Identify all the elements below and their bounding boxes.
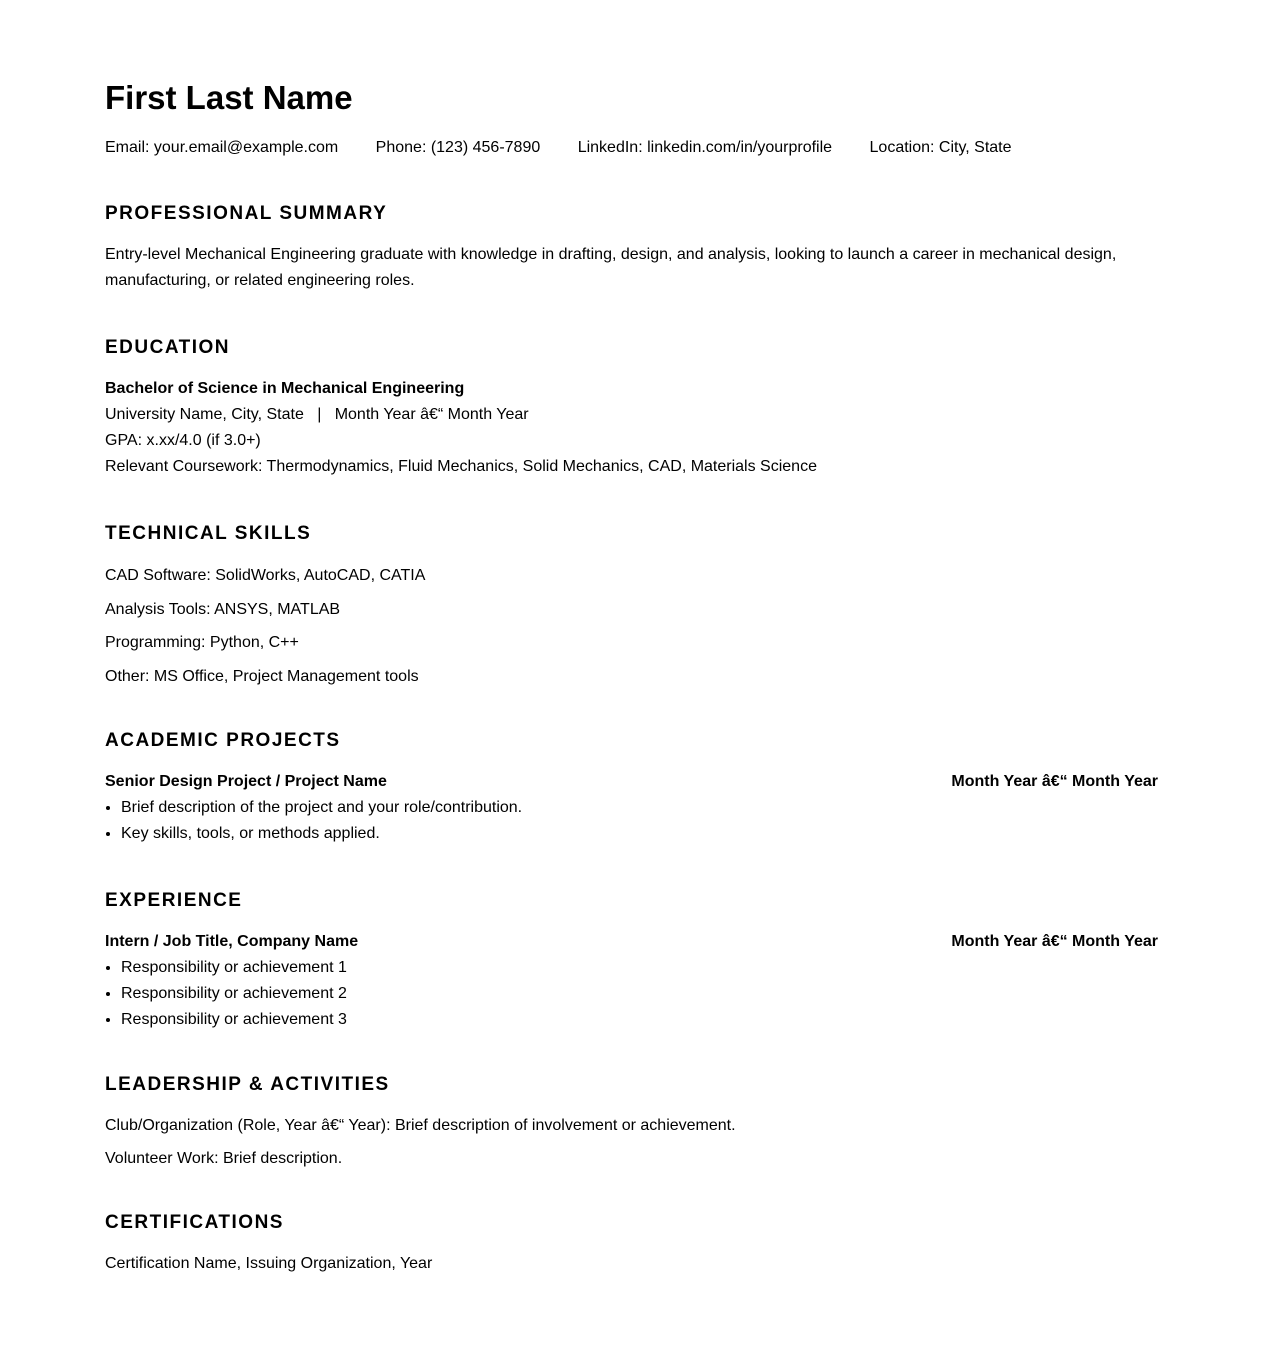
coursework-line: Relevant Coursework: Thermodynamics, Fluid Mechanics, Solid Mechanics, CAD, Materials Science bbox=[105, 458, 817, 475]
degree-title: Bachelor of Science in Mechanical Engineering bbox=[105, 380, 465, 397]
summary-heading: PROFESSIONAL SUMMARY bbox=[105, 203, 388, 224]
education-section bbox=[105, 336, 1158, 480]
skill-item: Analysis Tools: ANSYS, MATLAB bbox=[105, 600, 341, 618]
certifications-heading: CERTIFICATIONS bbox=[105, 1212, 284, 1233]
certification-item: Certification Name, Issuing Organization, Year bbox=[105, 1255, 433, 1272]
experience-role: Intern / Job Title, Company Name bbox=[105, 933, 359, 950]
contact-phone: Phone: (123) 456-7890 bbox=[375, 139, 541, 156]
leadership-item: Club/Organization (Role, Year â€“ Year): Brief description of involvement or achievement. bbox=[105, 1117, 736, 1134]
list-item: • Key skills, tools, or methods applied. bbox=[121, 821, 1158, 847]
experience-header bbox=[105, 929, 1158, 955]
leadership-section bbox=[105, 1073, 1158, 1175]
certifications-section bbox=[105, 1211, 1158, 1277]
experience-bullets bbox=[105, 955, 1158, 1033]
leadership-item: Volunteer Work: Brief description. bbox=[105, 1150, 343, 1167]
list-item: • Responsibility or achievement 3 bbox=[121, 1007, 1158, 1033]
gpa-line: GPA: x.xx/4.0 (if 3.0+) bbox=[105, 432, 261, 449]
skill-item: CAD Software: SolidWorks, AutoCAD, CATIA bbox=[105, 567, 426, 584]
leadership-heading: LEADERSHIP & ACTIVITIES bbox=[105, 1074, 390, 1095]
projects-section bbox=[105, 729, 1158, 847]
contact-linkedin: LinkedIn: linkedin.com/in/yourprofile bbox=[577, 139, 833, 156]
project-dates: Month Year â€“ Month Year bbox=[951, 773, 1158, 790]
contact-line bbox=[105, 136, 1158, 160]
list-item: • Brief description of the project and your role/contribution. bbox=[121, 795, 1158, 821]
summary-section bbox=[105, 202, 1158, 294]
experience-dates: Month Year â€“ Month Year bbox=[951, 933, 1158, 950]
experience-section bbox=[105, 889, 1158, 1033]
skills-heading: TECHNICAL SKILLS bbox=[105, 523, 312, 544]
project-header bbox=[105, 769, 1158, 795]
project-name: Senior Design Project / Project Name bbox=[105, 773, 387, 790]
contact-location: Location: City, State bbox=[869, 139, 1012, 156]
experience-heading: EXPERIENCE bbox=[105, 890, 243, 911]
contact-email: Email: your.email@example.com bbox=[105, 139, 339, 156]
school-line: University Name, City, State | Month Year â€“ Month Year bbox=[105, 406, 529, 423]
skill-item: Other: MS Office, Project Management tools bbox=[105, 667, 419, 685]
summary-text: Entry-level Mechanical Engineering graduate with knowledge in drafting, design, and analysis, looking to launch a career in mechanical design, manufacturing, or related engineering roles. bbox=[105, 246, 1117, 289]
project-bullets bbox=[105, 795, 1158, 847]
education-heading: EDUCATION bbox=[105, 337, 231, 358]
skill-item: Programming: Python, C++ bbox=[105, 634, 299, 651]
list-item: • Responsibility or achievement 2 bbox=[121, 981, 1158, 1007]
projects-heading: ACADEMIC PROJECTS bbox=[105, 730, 341, 751]
candidate-name: First Last Name bbox=[105, 79, 353, 116]
list-item: • Responsibility or achievement 1 bbox=[121, 955, 1158, 981]
skills-section bbox=[105, 522, 1158, 693]
